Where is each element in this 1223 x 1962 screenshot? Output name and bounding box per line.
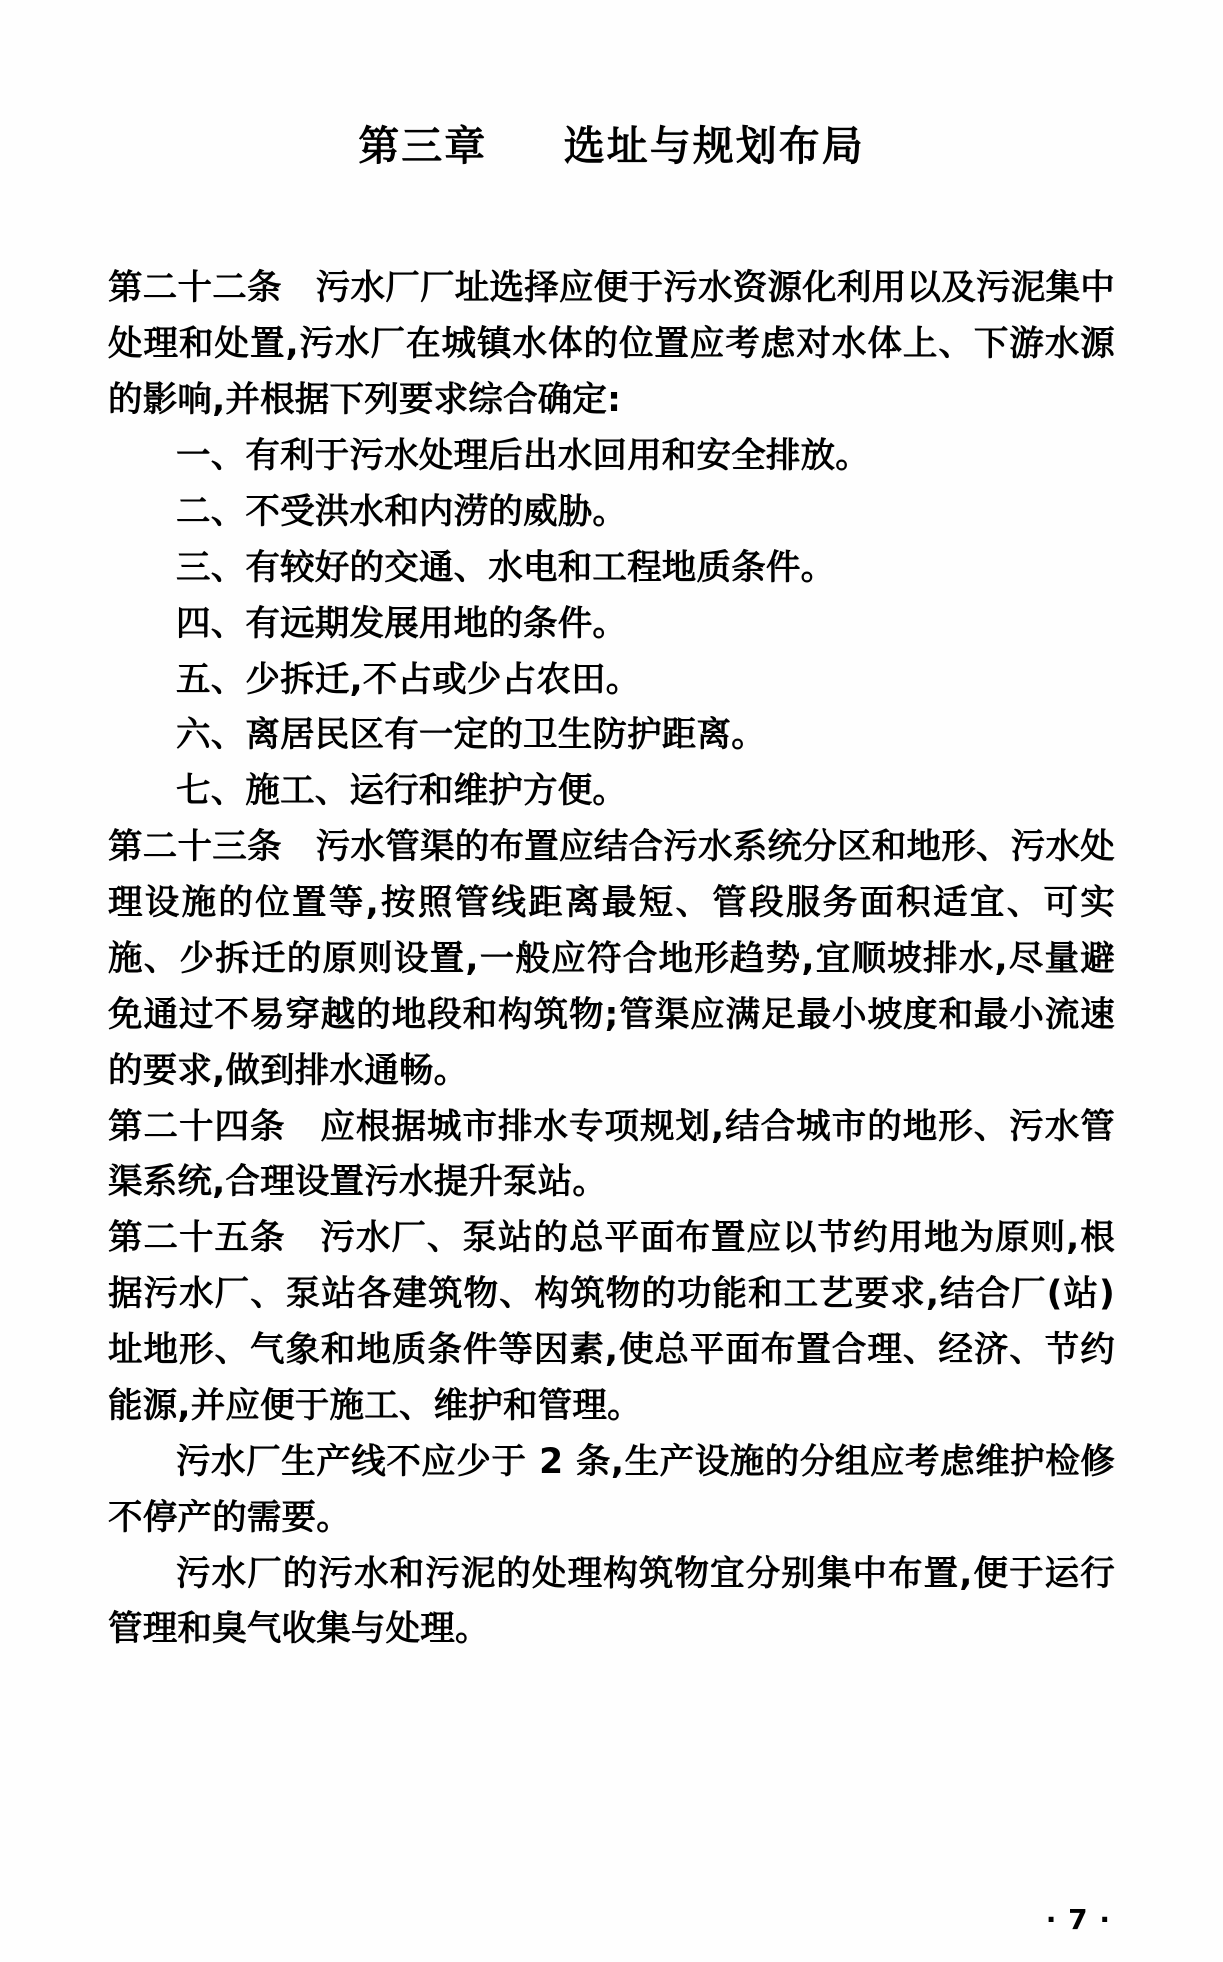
page-number: · 7 · (1045, 1903, 1111, 1936)
article-22 (108, 261, 1115, 429)
article-22-item-4: 四、有远期发展用地的条件。 (176, 603, 628, 644)
article-25-label: 第二十五条 (108, 1218, 286, 1259)
article-22-item-2: 二、不受洪水和内涝的威胁。 (176, 491, 628, 532)
article-23 (108, 820, 1115, 1099)
article-23-label: 第二十三条 (108, 827, 282, 868)
document-body (108, 261, 1115, 1658)
article-23-text: 污水管渠的布置应结合污水系统分区和地形、污水处理设施的位置等,按照管线距离最短、管段服务面积适宜、可实施、少拆迁的原则设置,一般应符合地形趋势,宜顺坡排水,尽量避免通过不易穿越的地段和构筑物;管渠应满足最小坡度和最小流速的要求,做到排水通畅。 (108, 827, 1115, 1091)
article-24-label: 第二十四条 (108, 1106, 286, 1147)
article-22-item-7: 七、施工、运行和维护方便。 (176, 771, 628, 812)
chapter-number: 第三章 (358, 122, 488, 170)
page-title (108, 118, 1115, 175)
article-22-label: 第二十二条 (108, 268, 282, 309)
article-22-item-5: 五、少拆迁,不占或少占农田。 (176, 659, 641, 700)
article-22-item-6: 六、离居民区有一定的卫生防护距离。 (176, 715, 766, 756)
chapter-name: 选址与规划布局 (563, 122, 865, 170)
article-25-text: 污水厂、泵站的总平面布置应以节约用地为原则,根据污水厂、泵站各建筑物、构筑物的功能和工艺要求,结合厂(站)址地形、气象和地质条件等因素,使总平面布置合理、经济、节约能源,并应便于施工、维护和管理。 (108, 1218, 1115, 1426)
article-24-text: 应根据城市排水专项规划,结合城市的地形、污水管渠系统,合理设置污水提升泵站。 (108, 1106, 1115, 1203)
paragraph-1: 污水厂生产线不应少于 2 条,生产设施的分组应考虑维护检修不停产的需要。 (108, 1441, 1115, 1538)
article-22-text: 污水厂厂址选择应便于污水资源化利用以及污泥集中处理和处置,污水厂在城镇水体的位置应考虑对水体上、下游水源的影响,并根据下列要求综合确定: (108, 268, 1115, 421)
article-22-item-1: 一、有利于污水处理后出水回用和安全排放。 (176, 436, 870, 477)
article-24 (108, 1100, 1115, 1212)
article-22-item-3: 三、有较好的交通、水电和工程地质条件。 (176, 547, 836, 588)
paragraph-2: 污水厂的污水和污泥的处理构筑物宜分别集中布置,便于运行管理和臭气收集与处理。 (108, 1553, 1115, 1650)
article-25 (108, 1211, 1115, 1435)
